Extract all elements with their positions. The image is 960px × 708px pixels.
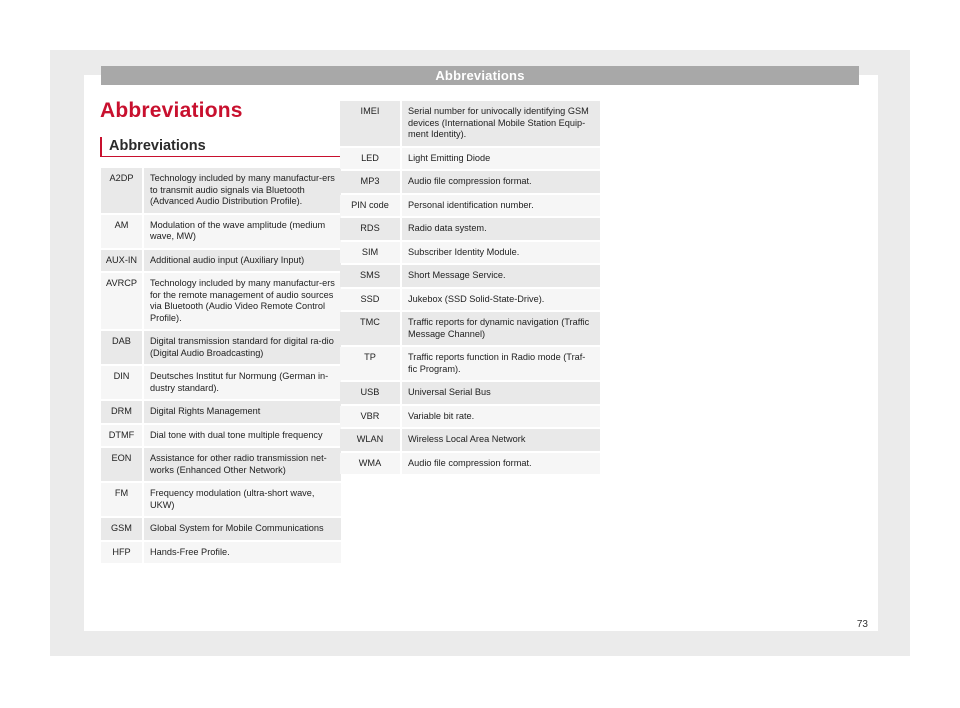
table-row <box>101 448 341 481</box>
table-row <box>340 347 600 380</box>
abbreviation-definition: Additional audio input (Auxiliary Input) <box>142 250 341 272</box>
table-row <box>101 215 341 248</box>
table-row <box>101 250 341 272</box>
abbreviation-definition: Deutsches Institut fur Normung (German in-dustry standard). <box>142 366 341 399</box>
abbreviation-definition: Technology included by many manufactur-ers to transmit audio signals via Bluetooth (Advanced Audio Distribution Profile). <box>142 168 341 213</box>
abbreviation-term: HFP <box>101 542 142 564</box>
table-row <box>340 382 600 404</box>
abbreviation-definition: Short Message Service. <box>400 265 600 287</box>
abbreviations-table-left <box>101 166 341 565</box>
abbreviation-term: IMEI <box>340 101 400 146</box>
abbreviation-definition: Digital transmission standard for digital ra-dio (Digital Audio Broadcasting) <box>142 331 341 364</box>
abbreviation-term: WLAN <box>340 429 400 451</box>
table-row <box>101 273 341 329</box>
abbreviation-definition: Dial tone with dual tone multiple frequency <box>142 425 341 447</box>
abbreviation-definition: Assistance for other radio transmission net-works (Enhanced Other Network) <box>142 448 341 481</box>
abbreviation-term: AVRCP <box>101 273 142 329</box>
table-row <box>101 542 341 564</box>
abbreviation-definition: Hands-Free Profile. <box>142 542 341 564</box>
abbreviation-term: SMS <box>340 265 400 287</box>
abbreviation-term: DIN <box>101 366 142 399</box>
table-row <box>340 429 600 451</box>
abbreviation-term: EON <box>101 448 142 481</box>
table-row <box>340 195 600 217</box>
table-row <box>340 289 600 311</box>
abbreviation-term: A2DP <box>101 168 142 213</box>
abbreviation-definition: Audio file compression format. <box>400 171 600 193</box>
abbreviation-term: AM <box>101 215 142 248</box>
abbreviation-term: MP3 <box>340 171 400 193</box>
abbreviation-term: FM <box>101 483 142 516</box>
abbreviation-definition: Audio file compression format. <box>400 453 600 475</box>
abbreviation-definition: Serial number for univocally identifying GSM devices (International Mobile Station Equip-ment Identity). <box>400 101 600 146</box>
table-row <box>340 171 600 193</box>
abbreviation-definition: Traffic reports for dynamic navigation (Traffic Message Channel) <box>400 312 600 345</box>
table-row <box>340 218 600 240</box>
abbreviation-definition: Radio data system. <box>400 218 600 240</box>
table-row <box>101 331 341 364</box>
abbreviation-definition: Universal Serial Bus <box>400 382 600 404</box>
abbreviation-term: TP <box>340 347 400 380</box>
abbreviation-definition: Subscriber Identity Module. <box>400 242 600 264</box>
table-row <box>340 265 600 287</box>
abbreviation-definition: Digital Rights Management <box>142 401 341 423</box>
table-row <box>101 366 341 399</box>
abbreviation-definition: Wireless Local Area Network <box>400 429 600 451</box>
abbreviation-definition: Traffic reports function in Radio mode (Traf-fic Program). <box>400 347 600 380</box>
abbreviation-term: DAB <box>101 331 142 364</box>
abbreviation-definition: Frequency modulation (ultra-short wave, UKW) <box>142 483 341 516</box>
abbreviation-term: SIM <box>340 242 400 264</box>
page-title: Abbreviations <box>100 99 243 122</box>
table-row <box>340 148 600 170</box>
abbreviations-table-right <box>340 99 600 476</box>
abbreviation-term: DRM <box>101 401 142 423</box>
abbreviation-definition: Variable bit rate. <box>400 406 600 428</box>
abbreviation-term: DTMF <box>101 425 142 447</box>
table-row <box>101 483 341 516</box>
table-row <box>340 453 600 475</box>
abbreviation-term: GSM <box>101 518 142 540</box>
abbreviation-term: TMC <box>340 312 400 345</box>
header-bar: Abbreviations <box>101 66 859 85</box>
table-row <box>340 101 600 146</box>
section-title: Abbreviations <box>100 137 341 157</box>
page-number: 73 <box>856 619 868 630</box>
table-row <box>101 518 341 540</box>
abbreviation-term: LED <box>340 148 400 170</box>
abbreviation-definition: Jukebox (SSD Solid-State-Drive). <box>400 289 600 311</box>
abbreviation-term: AUX-IN <box>101 250 142 272</box>
abbreviation-definition: Personal identification number. <box>400 195 600 217</box>
table-row <box>340 312 600 345</box>
table-row <box>101 425 341 447</box>
abbreviation-definition: Global System for Mobile Communications <box>142 518 341 540</box>
abbreviation-term: WMA <box>340 453 400 475</box>
table-row <box>101 401 341 423</box>
table-row <box>101 168 341 213</box>
table-row <box>340 406 600 428</box>
abbreviation-definition: Light Emitting Diode <box>400 148 600 170</box>
abbreviation-term: VBR <box>340 406 400 428</box>
abbreviation-term: PIN code <box>340 195 400 217</box>
table-row <box>340 242 600 264</box>
abbreviation-definition: Modulation of the wave amplitude (medium wave, MW) <box>142 215 341 248</box>
abbreviation-term: RDS <box>340 218 400 240</box>
abbreviation-term: SSD <box>340 289 400 311</box>
abbreviation-definition: Technology included by many manufactur-ers for the remote management of audio sources via Bluetooth (Audio Video Remote Control Profile). <box>142 273 341 329</box>
abbreviation-term: USB <box>340 382 400 404</box>
